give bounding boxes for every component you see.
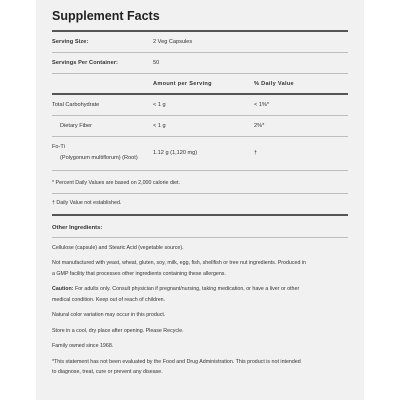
nutrient-row [52, 116, 348, 136]
nutrient-name: Total Carbohydrate [52, 101, 100, 108]
daily-value-header: % Daily Value [254, 80, 294, 87]
caution-label: Caution: [52, 286, 74, 292]
storage-text: Store in a cool, dry place after opening. Please Recycle. [52, 327, 184, 334]
allergen-text-line1: Not manufactured with yeast, wheat, gluten, soy, milk, egg, fish, shellfish or tree nut ingredients. Produced in [52, 260, 306, 266]
color-variation-text: Natural color variation may occur in this product. [52, 312, 166, 318]
serving-size-value: 2 Veg Capsules [153, 39, 193, 45]
footnote-not-established: † Daily Value not established. [52, 199, 122, 206]
nutrient-dv: 2%* [254, 122, 265, 129]
nutrient-dv: < 1%* [254, 101, 270, 108]
footnote-daily-value: * Percent Daily Values are based on 2,000 calorie diet. [52, 179, 180, 186]
nutrient-name: Dietary Fiber [60, 122, 93, 129]
serving-size-row [52, 32, 348, 52]
nutrient-row [52, 95, 348, 115]
ingredients-text: Cellulose (capsule) and Stearic Acid (vegetable source). [52, 244, 184, 251]
caution-line1 [52, 284, 348, 295]
other-ingredients-title: Other Ingredients: [52, 224, 103, 231]
nutrient-amount: 1.12 g (1,120 mg) [153, 149, 198, 156]
serving-size-label: Serving Size: [52, 39, 89, 45]
fda-disclaimer-line1: *This statement has not been evaluated by the Food and Drug Administration. This product is not intended [52, 358, 301, 365]
facts-title: Supplement Facts [52, 9, 160, 23]
ingredient-botanical-name: (Polygonum multiflorum) (Root) [60, 154, 138, 161]
caution-line2: medical condition. Keep out of reach of children. [52, 296, 166, 303]
amount-header: Amount per Serving [153, 80, 212, 87]
servings-value: 50 [153, 60, 160, 66]
caution-text: For adults only. Consult physician if pregnant/nursing, taking medication, or have a liver or other [73, 286, 300, 292]
servings-row [52, 53, 348, 73]
family-owned-text: Family owned since 1968. [52, 343, 114, 349]
servings-label: Servings Per Container: [52, 60, 119, 66]
nutrient-row [52, 137, 348, 170]
ingredient-name: Fo-Ti [52, 143, 65, 150]
column-header-row [52, 74, 348, 93]
nutrient-amount: < 1 g [153, 122, 166, 129]
allergen-text-line2: a GMP facility that processes other ingredients containing these allergens. [52, 270, 226, 277]
fda-disclaimer-line2: to diagnose, treat, cure or prevent any disease. [52, 369, 163, 375]
supplement-facts-panel [36, 0, 364, 400]
nutrient-dv: † [254, 149, 258, 156]
nutrient-amount: < 1 g [153, 101, 166, 108]
